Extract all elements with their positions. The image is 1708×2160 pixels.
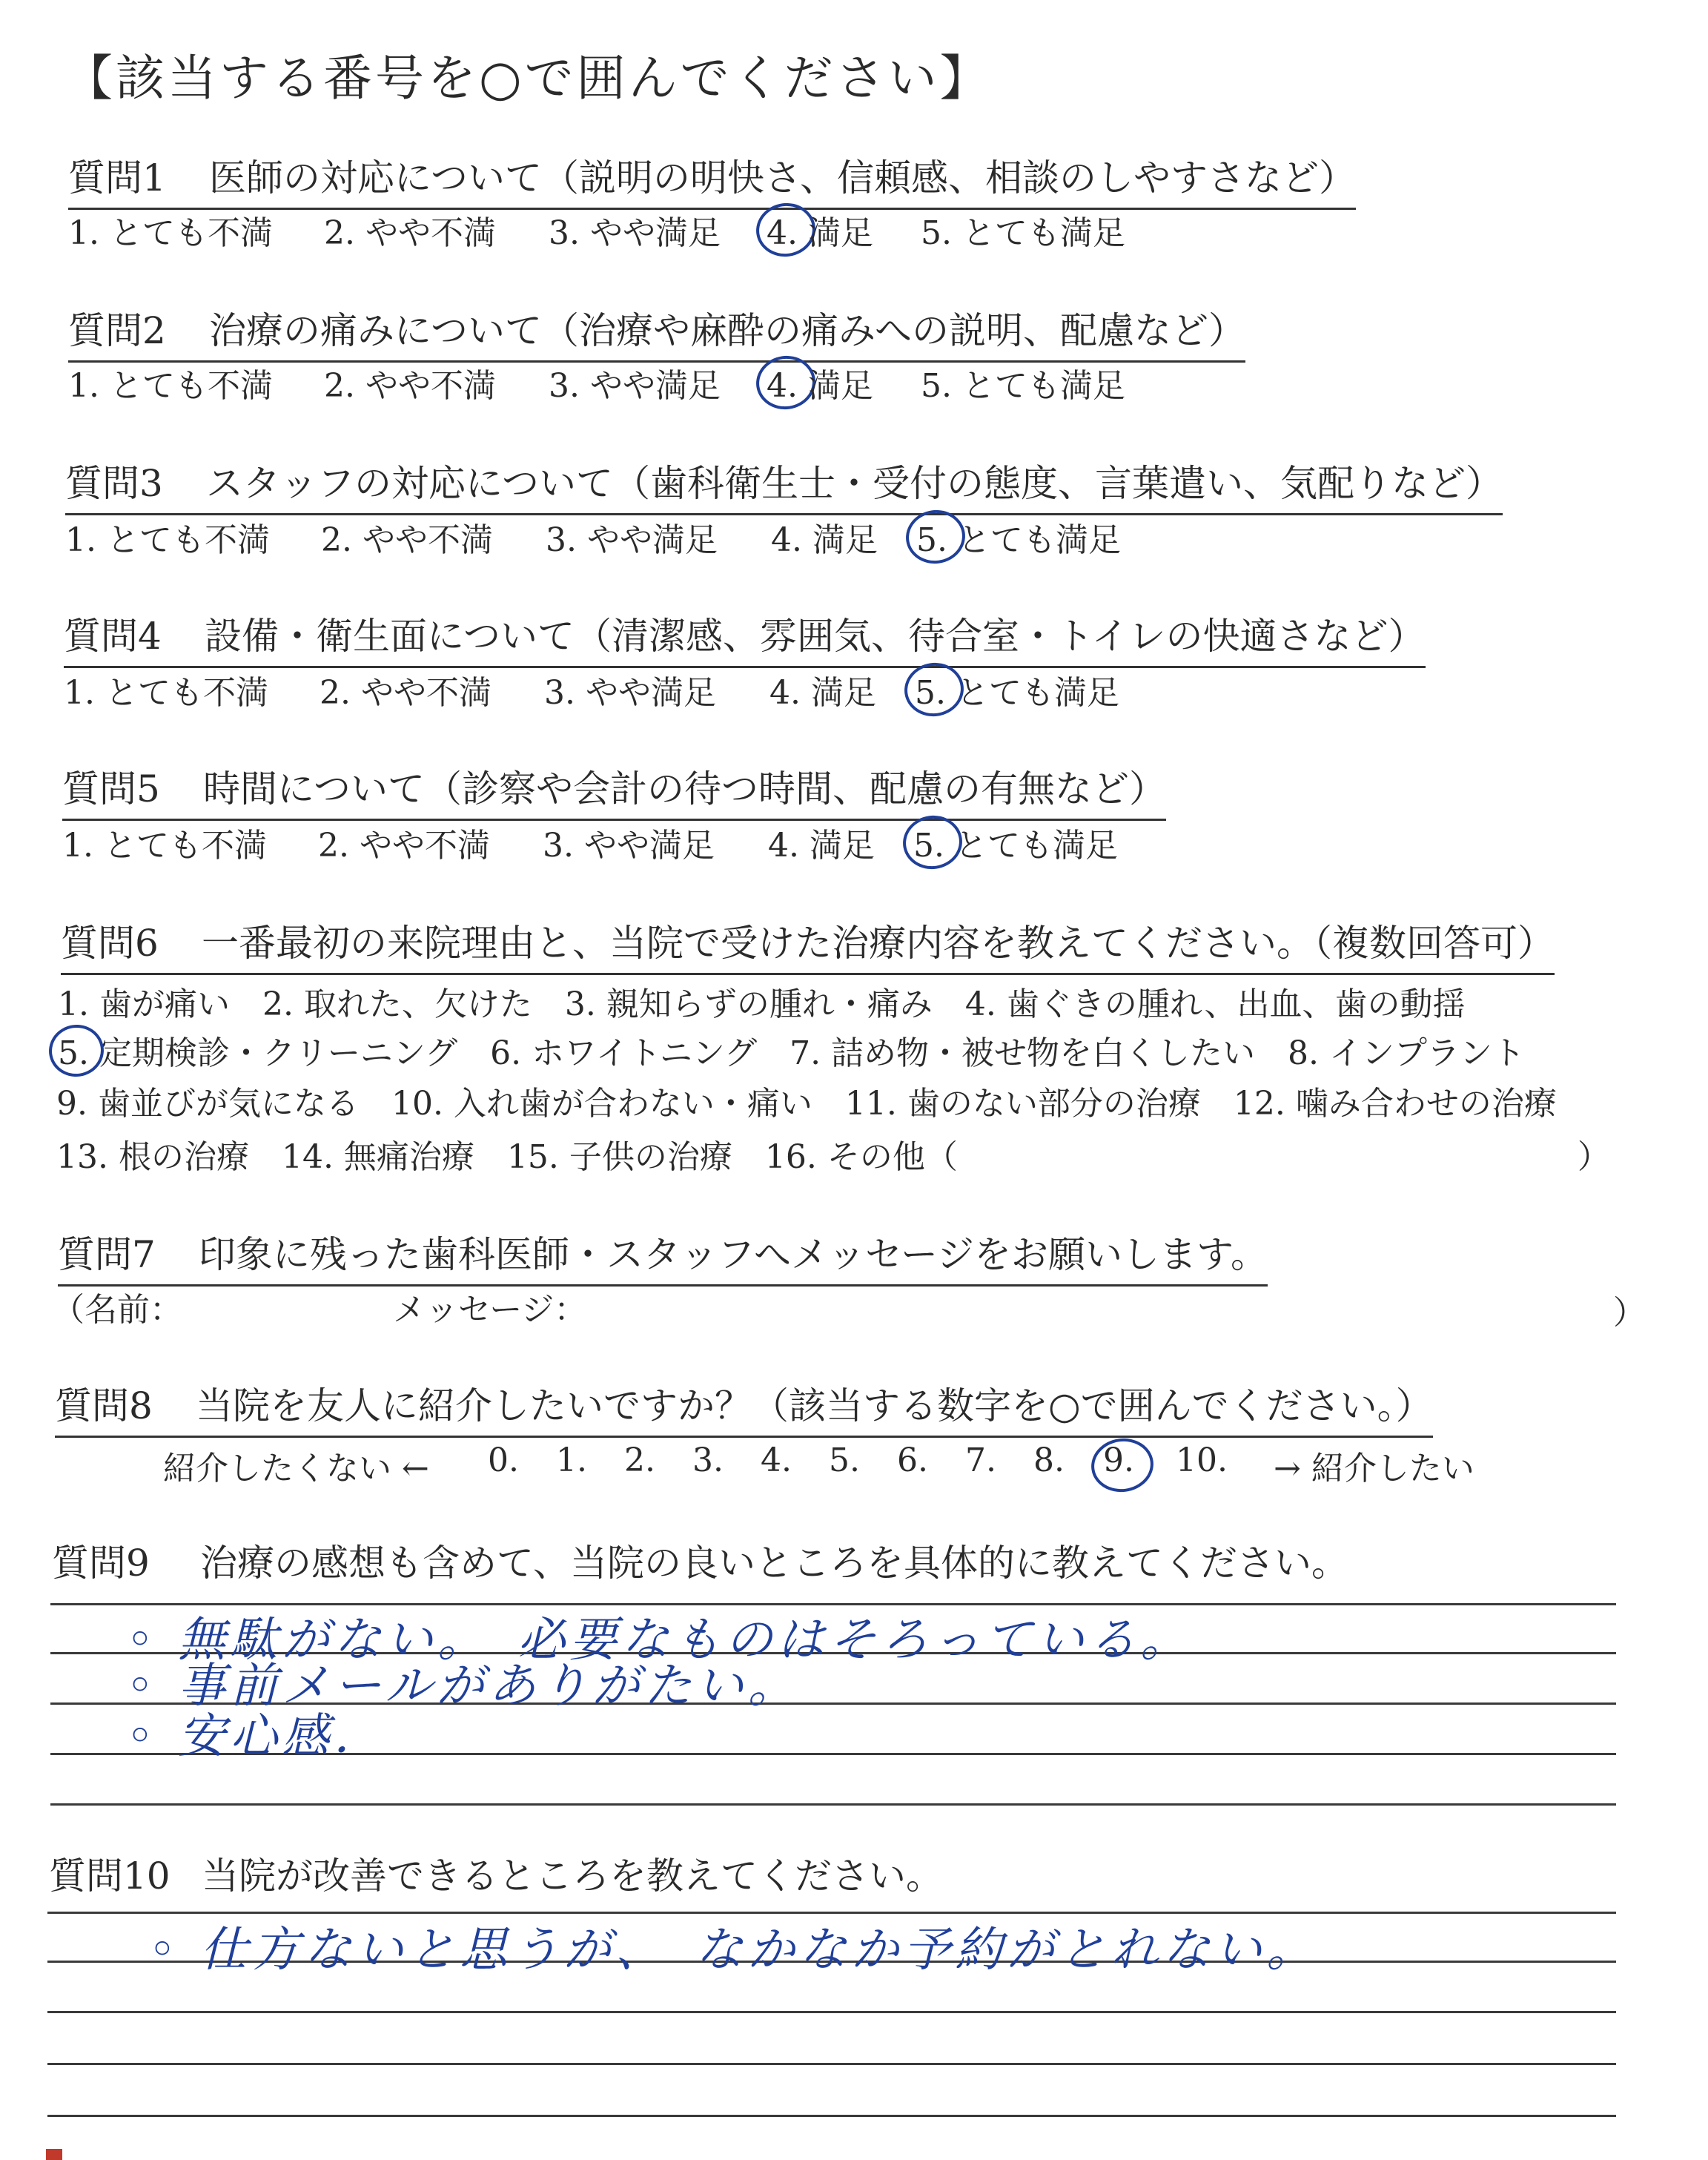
question-3-options (65, 513, 1177, 558)
q9-answer-1[interactable]: ◦ 無駄がない。 必要なものはそろっている。 (126, 1613, 1193, 1668)
page-title: 【該当する番号を○で囲んでください】 (64, 50, 992, 107)
answer-line (50, 1803, 1616, 1806)
question-5-options (62, 819, 1174, 863)
q8-option-3[interactable]: 3. (692, 1441, 724, 1479)
question-1-options (68, 206, 1180, 251)
question-7-heading (58, 1225, 1268, 1287)
q7-message-label: メッセージ： (393, 1291, 587, 1329)
question-text: 治療の痛みについて（治療や麻酔の痛みへの説明、配慮など） (209, 309, 1245, 352)
option-5[interactable]: 5. とても満足 (921, 214, 1125, 252)
q6-options-row-1[interactable]: 1. 歯が痛い 2. 取れた、欠けた 3. 親知らずの腫れ・痛み 4. 歯ぐきの腫れ、出血、歯の動揺 (58, 985, 1466, 1023)
q8-option-10[interactable]: 10. (1176, 1441, 1228, 1479)
question-number: 質問1 (68, 156, 166, 199)
question-8-heading (55, 1376, 1433, 1438)
question-number: 質問10 (49, 1855, 171, 1898)
q8-right-label: → 紹介したい (1274, 1450, 1474, 1487)
option-1[interactable]: 1. とても不満 (62, 827, 267, 865)
question-text: 印象に残った歯科医師・スタッフへメッセージをお願いします。 (199, 1233, 1268, 1276)
q6-options-row-3[interactable]: 9. 歯並びが気になる 10. 入れ歯が合わない・痛い 11. 歯のない部分の治療 12. 噛み合わせの治療 (56, 1085, 1557, 1123)
option-5-selected[interactable]: 5. とても満足 (915, 666, 1119, 713)
question-number: 質問4 (64, 615, 162, 658)
option-2[interactable]: 2. やや不満 (321, 521, 493, 559)
option-3[interactable]: 3. やや満足 (549, 214, 721, 252)
option-1[interactable]: 1. とても不満 (68, 367, 273, 405)
option-2[interactable]: 2. やや不満 (320, 674, 491, 712)
option-1[interactable]: 1. とても不満 (64, 674, 268, 712)
question-text: 当院が改善できるところを教えてください。 (202, 1855, 943, 1898)
option-4[interactable]: 4. 満足 (769, 674, 876, 712)
q10-answer-1[interactable]: ◦ 仕方ないと思うが、 なかなか予約がとれない。 (148, 1923, 1319, 1978)
q8-option-2[interactable]: 2. (624, 1441, 655, 1479)
option-3[interactable]: 3. やや満足 (544, 674, 716, 712)
question-number: 質問2 (68, 309, 166, 352)
question-9-heading (52, 1533, 1348, 1587)
answer-line (47, 2115, 1616, 2117)
question-1-heading (68, 148, 1356, 210)
question-number: 質問8 (55, 1384, 153, 1427)
question-2-options (68, 359, 1180, 403)
option-4-selected[interactable]: 4. 満足 (767, 206, 873, 254)
question-6-heading (61, 914, 1555, 975)
question-3-heading (65, 454, 1503, 515)
q6-options-row-2[interactable]: 5. 定期検診・クリーニング 6. ホワイトニング 7. 詰め物・被せ物を白くしたい 8. インプラント (58, 1026, 1525, 1074)
option-4[interactable]: 4. 満足 (768, 827, 875, 865)
question-2-heading (68, 301, 1245, 363)
option-5-selected[interactable]: 5. とても満足 (916, 513, 1121, 561)
question-4-heading (64, 607, 1426, 668)
q8-option-7[interactable]: 7. (965, 1441, 996, 1479)
question-number: 質問9 (52, 1542, 150, 1585)
question-10-heading (49, 1846, 943, 1900)
question-text: 当院を友人に紹介したいですか？（該当する数字を○で囲んでください。） (196, 1384, 1433, 1427)
question-5-heading (62, 759, 1166, 821)
answer-line (47, 2011, 1616, 2013)
question-text: 治療の感想も含めて、当院の良いところを具体的に教えてください。 (200, 1542, 1348, 1585)
option-1[interactable]: 1. とても不満 (68, 214, 273, 252)
option-5-selected[interactable]: 5. とても満足 (913, 819, 1118, 866)
question-number: 質問6 (61, 922, 159, 965)
option-5[interactable]: 5. とても満足 (921, 367, 1125, 405)
q8-scale (163, 1441, 1497, 1486)
q8-option-9-selected[interactable]: 9. (1103, 1441, 1134, 1479)
option-2[interactable]: 2. やや不満 (324, 214, 496, 252)
option-4[interactable]: 4. 満足 (771, 521, 878, 559)
option-4-selected[interactable]: 4. 満足 (767, 359, 873, 406)
option-2[interactable]: 2. やや不満 (324, 367, 496, 405)
q8-option-8[interactable]: 8. (1033, 1441, 1065, 1479)
question-text: スタッフの対応について（歯科衛生士・受付の態度、言葉遣い、気配りなど） (206, 462, 1503, 505)
q9-answer-2[interactable]: ◦ 事前メールがありがたい。 (126, 1659, 800, 1714)
q7-name-label: （名前： (52, 1291, 182, 1329)
question-text: 一番最初の来院理由と、当院で受けた治療内容を教えてください。（複数回答可） (202, 922, 1555, 965)
option-3[interactable]: 3. やや満足 (546, 521, 718, 559)
q8-option-6[interactable]: 6. (897, 1441, 928, 1479)
q9-answer-3[interactable]: ◦ 安心感． (126, 1709, 386, 1764)
q8-option-4[interactable]: 4. (761, 1441, 792, 1479)
question-number: 質問7 (58, 1233, 156, 1276)
option-1[interactable]: 1. とても不満 (65, 521, 270, 559)
q7-close-paren: ） (1613, 1294, 1646, 1332)
question-text: 設備・衛生面について（清潔感、雰囲気、待合室・トイレの快適さなど） (205, 615, 1426, 658)
question-4-options (64, 666, 1176, 710)
answer-line (47, 2063, 1616, 2065)
q8-option-0[interactable]: 0. (488, 1441, 519, 1479)
q6-options-row-4[interactable]: 13. 根の治療 14. 無痛治療 15. 子供の治療 16. その他（ ） (56, 1138, 1610, 1176)
option-3[interactable]: 3. やや満足 (543, 827, 715, 865)
question-text: 時間について（診察や会計の待つ時間、配慮の有無など） (203, 767, 1166, 810)
page-edge-mark (46, 2149, 62, 2160)
q8-option-1[interactable]: 1. (556, 1441, 587, 1479)
q8-left-label: 紹介したくない ← (163, 1450, 429, 1487)
question-text: 医師の対応について（説明の明快さ、信頼感、相談のしやすさなど） (209, 156, 1356, 199)
question-number: 質問3 (65, 462, 163, 505)
option-3[interactable]: 3. やや満足 (549, 367, 721, 405)
question-number: 質問5 (62, 767, 160, 810)
option-2[interactable]: 2. やや不満 (318, 827, 490, 865)
q8-option-5[interactable]: 5. (829, 1441, 860, 1479)
